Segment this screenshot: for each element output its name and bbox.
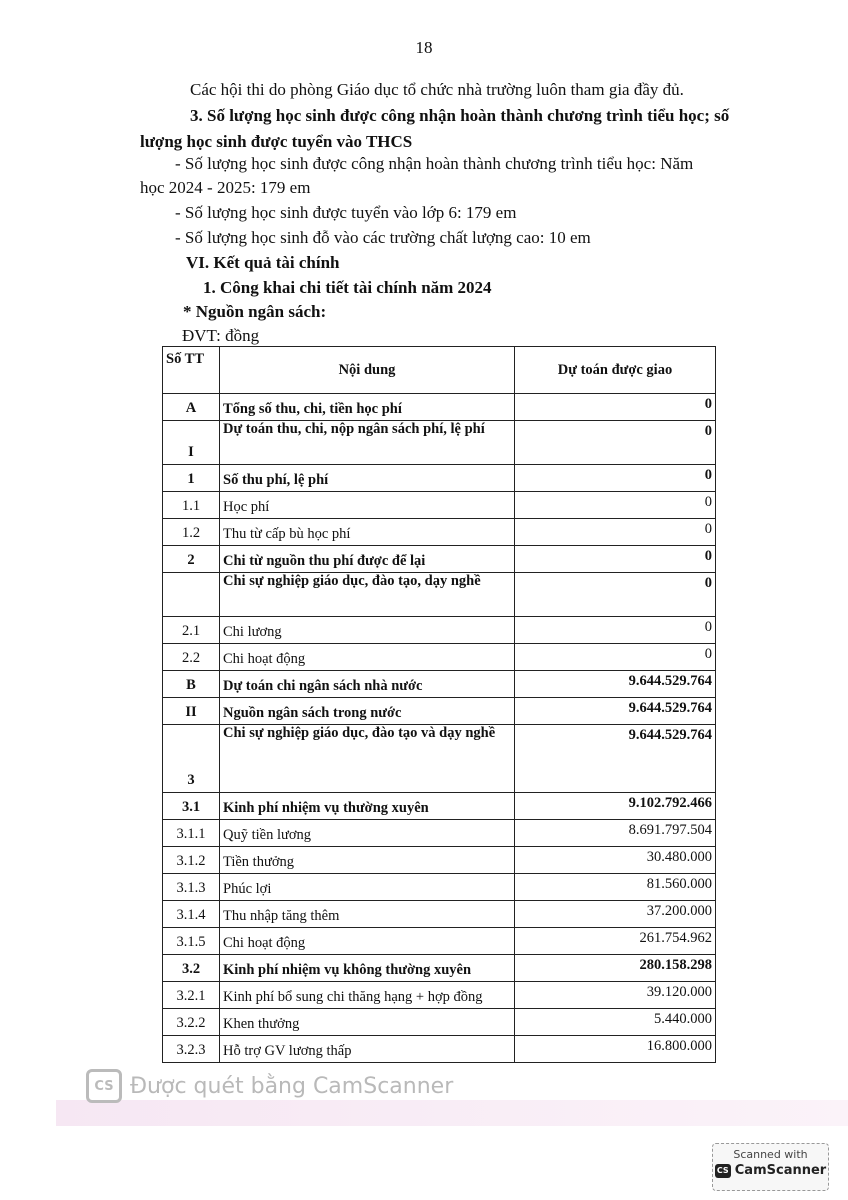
camscanner-logo-icon: CS bbox=[86, 1069, 122, 1103]
table-row bbox=[163, 901, 716, 928]
table-row bbox=[163, 820, 716, 847]
row-content: Nguồn ngân sách trong nước bbox=[220, 698, 515, 725]
row-value: 0 bbox=[515, 573, 716, 617]
row-content: Tiền thưởng bbox=[220, 847, 515, 874]
row-content: Kinh phí bổ sung chi thăng hạng + hợp đồng bbox=[220, 982, 515, 1009]
table-row bbox=[163, 1036, 716, 1063]
paragraph-grade6: - Số lượng học sinh được tuyển vào lớp 6: 179 em bbox=[175, 203, 517, 222]
row-content: Kinh phí nhiệm vụ không thường xuyên bbox=[220, 955, 515, 982]
table-row bbox=[163, 698, 716, 725]
row-value: 0 bbox=[515, 546, 716, 573]
table-row bbox=[163, 644, 716, 671]
row-value: 0 bbox=[515, 465, 716, 492]
table-row bbox=[163, 1009, 716, 1036]
table-row bbox=[163, 617, 716, 644]
row-value: 0 bbox=[515, 519, 716, 546]
row-content: Dự toán chi ngân sách nhà nước bbox=[220, 671, 515, 698]
camscanner-watermark bbox=[86, 1069, 453, 1103]
row-stt: B bbox=[163, 671, 220, 698]
row-stt: 3.1 bbox=[163, 793, 220, 820]
unit-label: ĐVT: đồng bbox=[182, 326, 260, 345]
row-content: Khen thưởng bbox=[220, 1009, 515, 1036]
row-value: 37.200.000 bbox=[515, 901, 716, 928]
row-content: Phúc lợi bbox=[220, 874, 515, 901]
row-content: Thu từ cấp bù học phí bbox=[220, 519, 515, 546]
row-content: Kinh phí nhiệm vụ thường xuyên bbox=[220, 793, 515, 820]
table-row bbox=[163, 725, 716, 793]
row-value: 0 bbox=[515, 644, 716, 671]
row-value: 16.800.000 bbox=[515, 1036, 716, 1063]
row-content: Chi lương bbox=[220, 617, 515, 644]
table-row bbox=[163, 955, 716, 982]
heading-financial-results: VI. Kết quả tài chính bbox=[186, 253, 340, 272]
paragraph-competitions: Các hội thi do phòng Giáo dục tổ chức nhà trường luôn tham gia đầy đủ. bbox=[190, 80, 684, 99]
table-row bbox=[163, 492, 716, 519]
paragraph-high-quality: - Số lượng học sinh đỗ vào các trường chất lượng cao: 10 em bbox=[175, 228, 591, 247]
row-content: Chi từ nguồn thu phí được để lại bbox=[220, 546, 515, 573]
table-row bbox=[163, 421, 716, 465]
table-row bbox=[163, 671, 716, 698]
row-stt: 2.1 bbox=[163, 617, 220, 644]
page-number: 18 bbox=[415, 38, 433, 57]
row-stt: 3.2 bbox=[163, 955, 220, 982]
row-value: 0 bbox=[515, 421, 716, 465]
row-stt: 1 bbox=[163, 465, 220, 492]
row-value: 39.120.000 bbox=[515, 982, 716, 1009]
camscanner-badge-icon: CS bbox=[715, 1164, 731, 1178]
row-content: Thu nhập tăng thêm bbox=[220, 901, 515, 928]
row-content: Hỗ trợ GV lương thấp bbox=[220, 1036, 515, 1063]
header-content: Nội dung bbox=[220, 347, 515, 394]
row-content: Chi hoạt động bbox=[220, 644, 515, 671]
row-content: Chi sự nghiệp giáo dục, đào tạo và dạy nghề bbox=[220, 725, 515, 793]
row-stt: 3.1.1 bbox=[163, 820, 220, 847]
row-value: 5.440.000 bbox=[515, 1009, 716, 1036]
table-header-row bbox=[163, 347, 716, 394]
row-stt: A bbox=[163, 394, 220, 421]
paragraph-graduates-line1: - Số lượng học sinh được công nhận hoàn thành chương trình tiểu học: Năm bbox=[175, 154, 694, 173]
table-row bbox=[163, 519, 716, 546]
row-value: 0 bbox=[515, 617, 716, 644]
row-stt: II bbox=[163, 698, 220, 725]
row-stt: 2 bbox=[163, 546, 220, 573]
table-row bbox=[163, 928, 716, 955]
row-value: 0 bbox=[515, 492, 716, 519]
row-value: 9.644.529.764 bbox=[515, 698, 716, 725]
row-stt: 3.1.3 bbox=[163, 874, 220, 901]
section-heading-3-line2: lượng học sinh được tuyển vào THCS bbox=[140, 132, 413, 151]
heading-budget-source: * Nguồn ngân sách: bbox=[183, 302, 327, 321]
row-value: 81.560.000 bbox=[515, 874, 716, 901]
row-value: 9.644.529.764 bbox=[515, 671, 716, 698]
table-row bbox=[163, 573, 716, 617]
section-heading-3-line1: 3. Số lượng học sinh được công nhận hoàn thành chương trình tiểu học; số bbox=[190, 106, 730, 125]
header-stt: Số TT bbox=[163, 347, 220, 394]
table-row bbox=[163, 847, 716, 874]
row-content: Dự toán thu, chi, nộp ngân sách phí, lệ phí bbox=[220, 421, 515, 465]
row-stt: 3.1.5 bbox=[163, 928, 220, 955]
watermark-text: Được quét bằng CamScanner bbox=[130, 1073, 454, 1099]
badge-brand-text: CamScanner bbox=[734, 1163, 827, 1178]
heading-financial-disclosure: 1. Công khai chi tiết tài chính năm 2024 bbox=[203, 278, 492, 297]
scanned-with-badge bbox=[712, 1143, 829, 1191]
budget-table bbox=[162, 346, 716, 1063]
row-stt: 3.1.2 bbox=[163, 847, 220, 874]
row-value: 9.102.792.466 bbox=[515, 793, 716, 820]
header-value: Dự toán được giao bbox=[515, 347, 716, 394]
row-value: 280.158.298 bbox=[515, 955, 716, 982]
table-row bbox=[163, 793, 716, 820]
row-value: 0 bbox=[515, 394, 716, 421]
table-body bbox=[163, 394, 716, 1063]
table-row bbox=[163, 465, 716, 492]
row-content: Chi hoạt động bbox=[220, 928, 515, 955]
row-stt: 2.2 bbox=[163, 644, 220, 671]
row-content: Số thu phí, lệ phí bbox=[220, 465, 515, 492]
badge-caption: Scanned with bbox=[733, 1148, 808, 1161]
row-stt: I bbox=[163, 421, 220, 465]
table-row bbox=[163, 982, 716, 1009]
scan-edge-band bbox=[56, 1100, 848, 1126]
row-stt bbox=[163, 573, 220, 617]
row-content: Quỹ tiền lương bbox=[220, 820, 515, 847]
row-stt: 3 bbox=[163, 725, 220, 793]
paragraph-graduates-line2: học 2024 - 2025: 179 em bbox=[140, 178, 311, 197]
row-content: Chi sự nghiệp giáo dục, đào tạo, dạy nghề bbox=[220, 573, 515, 617]
row-content: Học phí bbox=[220, 492, 515, 519]
row-stt: 1.2 bbox=[163, 519, 220, 546]
row-stt: 3.2.1 bbox=[163, 982, 220, 1009]
row-stt: 1.1 bbox=[163, 492, 220, 519]
row-stt: 3.2.2 bbox=[163, 1009, 220, 1036]
row-value: 30.480.000 bbox=[515, 847, 716, 874]
table-row bbox=[163, 874, 716, 901]
table-row bbox=[163, 394, 716, 421]
row-stt: 3.1.4 bbox=[163, 901, 220, 928]
badge-brand bbox=[713, 1163, 828, 1178]
row-stt: 3.2.3 bbox=[163, 1036, 220, 1063]
row-value: 261.754.962 bbox=[515, 928, 716, 955]
row-content: Tổng số thu, chi, tiền học phí bbox=[220, 394, 515, 421]
table-row bbox=[163, 546, 716, 573]
row-value: 9.644.529.764 bbox=[515, 725, 716, 793]
row-value: 8.691.797.504 bbox=[515, 820, 716, 847]
